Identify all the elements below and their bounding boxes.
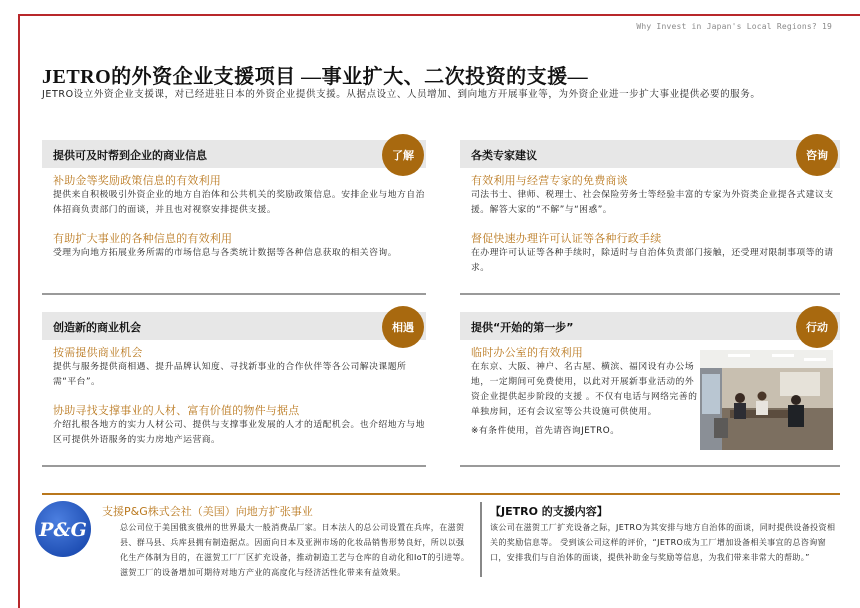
item-body: 介绍扎根各地方的实力人材公司、提供与支撑事业发展的人才的适配机会。也介绍地方与地区可提供外语服务的实力房地产运营商。 (53, 420, 425, 445)
item-title: 有效利用与经营专家的免费商谈 (471, 174, 628, 187)
panel-heading: 创造新的商业机会 (53, 321, 141, 334)
item-title: 补助金等奖励政策信息的有效利用 (53, 174, 221, 187)
office-photo (700, 350, 833, 450)
panel-heading: 提供可及时帮到企业的商业信息 (53, 149, 207, 162)
item-title: 协助寻找支撑事业的人材、富有价值的物件与据点 (53, 404, 300, 417)
case-side-title: 【JETRO 的支援内容】 (490, 505, 608, 518)
badge-understand: 了解 (382, 134, 424, 176)
panel-heading: 提供“开始的第一步” (471, 321, 574, 334)
panel-header (42, 312, 426, 340)
panel-new-opportunities (42, 312, 426, 467)
item-note: ※有条件使用，首先请咨询JETRO。 (471, 426, 620, 436)
item-body: 司法书士、律师、税理士、社会保险劳务士等经验丰富的专家为外资类企业提各式建议支援。解答大家的“不解”与“困惑”。 (471, 190, 834, 215)
case-title: 支援P&G株式会社（美国）向地方扩张事业 (102, 505, 313, 518)
item-title: 有助扩大事业的各种信息的有效利用 (53, 232, 233, 245)
item-title: 督促快速办理许可认证等各种行政手续 (471, 232, 662, 245)
pg-logo-icon (34, 500, 92, 558)
panel-expert-advice (460, 140, 840, 295)
badge-action: 行动 (796, 306, 838, 348)
item-body: 提供来自积极吸引外资企业的地方自治体和公共机关的奖励政策信息。安排企业与地方自治体招商负责部门的面谈，并且也对视察安排提供支援。 (53, 190, 425, 215)
item-title: 按需提供商业机会 (53, 346, 143, 359)
item-title: 临时办公室的有效利用 (471, 346, 583, 359)
badge-meet: 相遇 (382, 306, 424, 348)
intro-text: JETRO设立外资企业支援课，对已经进驻日本的外资企业提供支援。从据点设立、人员增加、到向地方开展事业等，为外资企业进一步扩大事业提供必要的服务。 (42, 89, 761, 100)
panel-header (460, 140, 840, 168)
panel-bottom-rule (460, 293, 840, 295)
panel-bottom-rule (42, 293, 426, 295)
case-body: 总公司位于美国俄亥俄州的世界最大一般消费品厂家。日本法人的总公司设置在兵库，在滋贺县、群马县、兵库县拥有制造据点。因面向日本及亚洲市场的化妆品销售形势良好，所以以强化生产体制为目的，在滋贺工厂厂区扩充设备，推动制造工艺与仓库的自动化和IoT的引进等。滋贺工厂的设备增加可期待对地方产业的高度化与经济活性化带来有益效果。 (120, 523, 470, 577)
panel-heading: 各类专家建议 (471, 149, 537, 162)
running-head: Why Invest in Japan's Local Regions? 19 (636, 22, 832, 31)
item-body: 在东京、大阪、神户、名古屋、横滨、福冈设有办公场地，一定期间可免费使用，以此对开展新事业活动的外资企业提供起步阶段的支援 。不仅有电话与网络完善的单独房间，还有会议室等公共设施可供使用。 (471, 362, 698, 417)
panel-header (42, 140, 426, 168)
badge-consult: 咨询 (796, 134, 838, 176)
page-title: JETRO的外资企业支援项目 —事业扩大、二次投资的支援— (42, 66, 589, 88)
panel-bottom-rule (42, 465, 426, 467)
case-top-rule (42, 493, 840, 495)
panel-bottom-rule (460, 465, 840, 467)
item-body: 在办理许可认证等各种手续时，除适时与自治体负责部门接触，还受理对限制事项等的请求。 (471, 248, 834, 273)
panel-header (460, 312, 840, 340)
item-body: 提供与服务提供商相遇、提升品牌认知度、寻找新事业的合作伙伴等各公司解决课题所需“平台”。 (53, 362, 407, 387)
case-side-body: 该公司在滋贺工厂扩充设备之际，JETRO为其安排与地方自治体的面谈，同时提供设备投资相关的奖励信息等。 受到该公司这样的评价，“JETRO成为工厂增加设备相关事宜的总咨询窗口，安排我们与自治体的面谈，提供补助金与奖励等信息，为我们带来非常大的帮助。” (490, 523, 836, 562)
case-divider (480, 502, 482, 577)
pg-logo-text: P&G (39, 519, 87, 541)
panel-business-info (42, 140, 426, 295)
item-body: 受理为向地方拓展业务所需的市场信息与各类统计数据等各种信息获取的相关咨询。 (53, 248, 397, 258)
